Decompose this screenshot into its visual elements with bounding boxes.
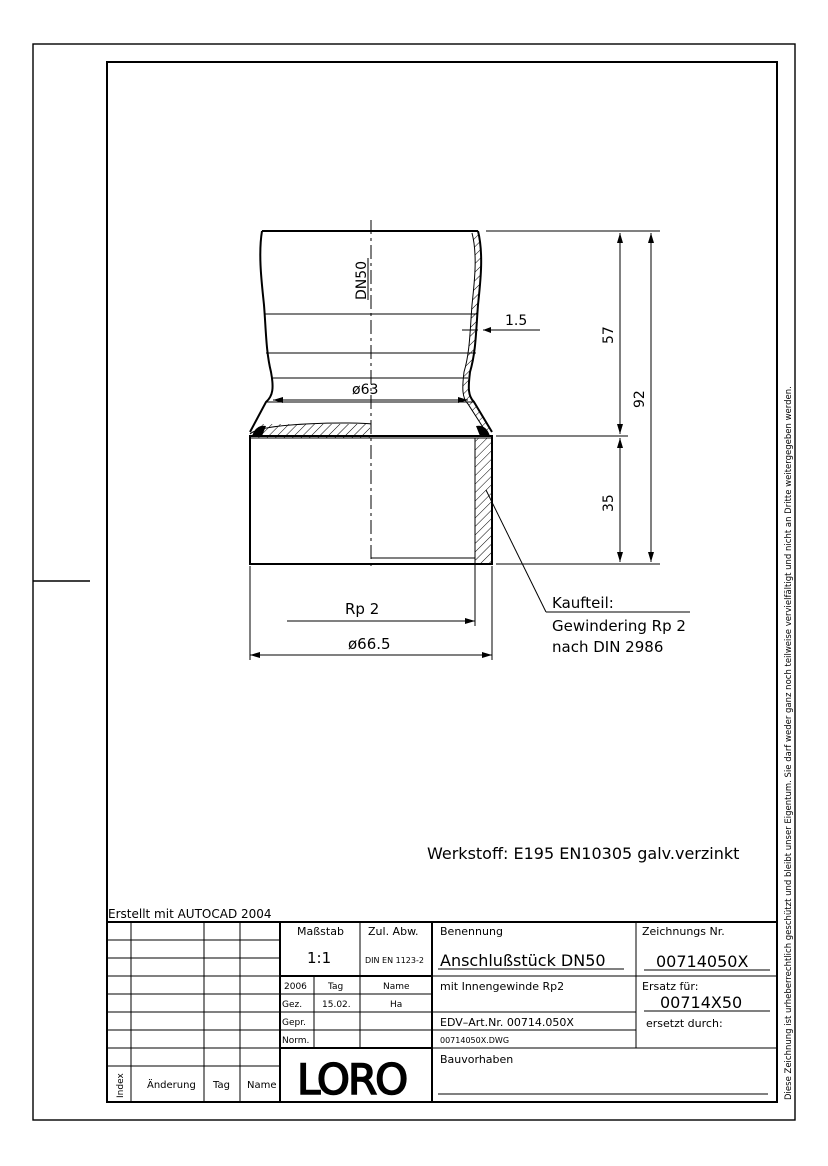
- dim-35-arrow-bottom: [617, 552, 623, 562]
- massstab-label: Maßstab: [297, 925, 344, 938]
- gepr-label: Gepr.: [282, 1018, 306, 1028]
- dim-92-arrow-bottom: [648, 552, 654, 562]
- ersatz-label: Ersatz für:: [642, 980, 699, 993]
- dim-rp2: Rp 2: [345, 600, 380, 618]
- rev-tag-label: Tag: [213, 1080, 230, 1091]
- name-label: Name: [383, 982, 410, 992]
- gez-name: Ha: [390, 1000, 403, 1010]
- dim-57-arrow-top: [617, 233, 623, 243]
- ersatz-value: 00714X50: [660, 993, 743, 1012]
- zeichnungs-value: 00714050X: [656, 952, 749, 971]
- rev-index-label: Index: [116, 1073, 126, 1098]
- copyright-note: Diese Zeichnung ist urheberrechtlich geschützt und bleibt unser Eigentum. Sie darf weder ganz noch teilweise vervielfältigt und nicht an Dritte weitergegeben werden.: [784, 386, 794, 1100]
- dim-wall-arrow: [483, 327, 491, 333]
- dim-phi665: ø66.5: [348, 635, 391, 653]
- dim-35: 35: [601, 494, 617, 512]
- rev-name-label: Name: [247, 1080, 277, 1091]
- thread-ring-section: [475, 438, 492, 564]
- dim-57-arrow-bottom: [617, 424, 623, 434]
- note-line-3: nach DIN 2986: [552, 638, 664, 656]
- gez-date: 15.02.: [322, 1000, 351, 1010]
- note-line-2: Gewindering Rp 2: [552, 617, 686, 635]
- dwg-file: 00714050X.DWG: [440, 1036, 510, 1045]
- dim-dn50: DN50: [354, 260, 370, 300]
- dim-phi63: ø63: [352, 382, 379, 398]
- benennung-sub: mit Innengewinde Rp2: [440, 980, 565, 993]
- zul-abw-label: Zul. Abw.: [368, 925, 419, 938]
- created-with: Erstellt mit AUTOCAD 2004: [108, 907, 272, 921]
- dim-rp2-arrow: [465, 618, 475, 624]
- dim-phi665-arrow-right: [482, 652, 492, 658]
- dim-92: 92: [632, 390, 648, 408]
- zul-abw-value: DIN EN 1123-2: [365, 956, 424, 965]
- sheet-inner-border: [107, 62, 777, 1102]
- zeichnungs-label: Zeichnungs Nr.: [642, 925, 725, 938]
- gez-label: Gez.: [282, 1000, 303, 1010]
- dim-92-arrow-top: [648, 233, 654, 243]
- dim-35-arrow-top: [617, 438, 623, 448]
- rev-aenderung-label: Änderung: [147, 1080, 196, 1091]
- benennung-value: Anschlußstück DN50: [440, 951, 606, 970]
- massstab-value: 1:1: [307, 949, 332, 967]
- note-leader: [486, 490, 546, 612]
- loro-logo: LORO: [297, 1055, 407, 1104]
- dim-57: 57: [601, 326, 617, 344]
- ersetzt-label: ersetzt durch:: [646, 1017, 723, 1030]
- note-line-1: Kaufteil:: [552, 594, 614, 612]
- year: 2006: [284, 982, 307, 992]
- dim-wall: 1.5: [505, 313, 528, 329]
- edv-number: EDV–Art.Nr. 00714.050X: [440, 1016, 574, 1029]
- dim-phi665-arrow-left: [250, 652, 260, 658]
- title-block: [107, 907, 777, 1104]
- bauvorhaben-label: Bauvorhaben: [440, 1053, 514, 1066]
- part-view: [250, 220, 739, 863]
- benennung-label: Benennung: [440, 925, 503, 938]
- material-note: Werkstoff: E195 EN10305 galv.verzinkt: [427, 844, 740, 863]
- rev-rows: [107, 940, 280, 1066]
- tag-label: Tag: [328, 982, 344, 992]
- norm-label: Norm.: [282, 1036, 310, 1046]
